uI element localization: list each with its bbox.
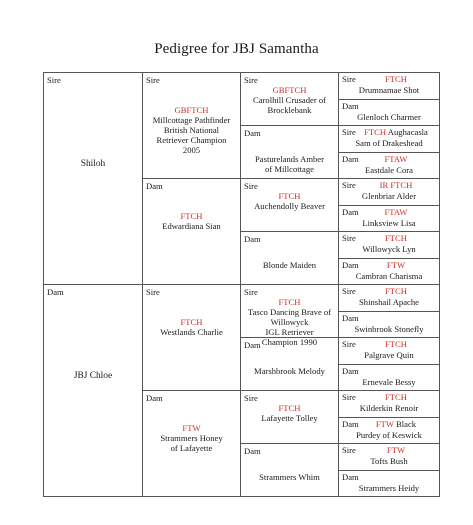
ancestor-title-line — [339, 207, 439, 217]
ancestor-name: Lafayette Tolley — [261, 413, 318, 423]
title-badge: GBFTCH — [272, 85, 307, 95]
ancestor-title-line — [339, 286, 439, 296]
sire-label: Sire — [342, 74, 356, 84]
ancestor-name: Brocklebank — [267, 105, 312, 115]
gen3-cell — [241, 391, 339, 444]
ancestor-name: Kilderkin Renoir — [359, 403, 419, 413]
gen4-cell — [339, 152, 440, 179]
gen2-cell — [143, 73, 241, 179]
gen4-cell — [339, 99, 440, 126]
ancestor-name: Purdey of Keswick — [356, 429, 422, 440]
ancestor-title-line — [339, 233, 439, 243]
gen4-cell — [339, 470, 440, 497]
dam-label: Dam — [342, 100, 359, 111]
sire-label: Sire — [146, 75, 160, 85]
ancestor-name: Retriever Champion — [156, 135, 227, 145]
ancestor-name: Strammers Honey — [160, 433, 223, 443]
ancestor-name: Cambran Charisma — [355, 270, 423, 281]
ancestor-name: Tofts Bush — [370, 456, 408, 466]
ancestor-name: Shiloh — [80, 159, 106, 169]
ancestor-name: 2005 — [182, 145, 201, 155]
ancestor-name: Black — [396, 418, 417, 429]
ancestor-name: Palgrave Quin — [364, 350, 414, 360]
dam-label: Dam — [146, 393, 163, 403]
ancestor-name: Willowyck — [270, 317, 309, 327]
ancestor-name: Strammers Whim — [259, 472, 320, 482]
title-badge: FTCH — [385, 233, 407, 243]
ancestor-entry — [241, 191, 338, 211]
title-badge: FTW — [375, 418, 394, 429]
sire-label: Sire — [342, 233, 356, 243]
title-badge: FTW — [386, 445, 406, 455]
sire-label: Sire — [342, 392, 356, 402]
gen2-cell — [143, 285, 241, 391]
ancestor-title-line — [339, 260, 439, 270]
ancestor-title-line — [339, 419, 439, 429]
ancestor-name: Millcottage Pathfinder — [152, 115, 231, 125]
ancestor-entry — [241, 85, 338, 115]
title-badge: GBFTCH — [174, 105, 209, 115]
ancestor-name: IGL Retriever — [265, 327, 314, 337]
ancestor-title-line — [339, 154, 439, 164]
ancestor-name: Linksview Lisa — [362, 217, 416, 228]
ancestor-name: Sam of Drakeshead — [355, 138, 423, 148]
ancestor-name: Marshbrook Melody — [254, 366, 325, 376]
dam-label: Dam — [244, 340, 261, 350]
sire-label: Sire — [244, 287, 258, 297]
title-badge: IR FTCH — [379, 180, 413, 190]
gen4-cell — [339, 311, 440, 338]
sire-label: Sire — [244, 181, 258, 191]
ancestor-entry — [241, 260, 338, 270]
dam-label: Dam — [342, 206, 359, 217]
gen4-cell — [339, 444, 440, 471]
gen3-cell — [241, 444, 339, 497]
ancestor-name: of Lafayette — [170, 443, 213, 453]
ancestor-title-line — [339, 74, 439, 84]
ancestor-name: Auchendolly Beaver — [254, 201, 325, 211]
title-badge: FTCH — [180, 317, 203, 327]
ancestor-name: Pasturelands Amber — [255, 154, 324, 164]
gen3-cell — [241, 338, 339, 391]
gen4-cell — [339, 364, 440, 391]
ancestor-entry — [143, 317, 240, 337]
gen4-cell — [339, 285, 440, 312]
dam-label: Dam — [342, 312, 359, 323]
title-badge: FTCH — [385, 392, 407, 402]
dam-label: Dam — [47, 287, 64, 297]
ancestor-entry — [241, 154, 338, 174]
pedigree-row — [44, 73, 440, 100]
dam-label: Dam — [244, 234, 261, 244]
ancestor-name: Eastdale Cora — [365, 164, 413, 175]
ancestor-title-line — [339, 127, 439, 137]
gen4-cell — [339, 126, 440, 153]
ancestor-name: Tasco Dancing Brave of — [247, 307, 332, 317]
gen4-cell — [339, 338, 440, 365]
dam-label: Dam — [146, 181, 163, 191]
ancestor-name: Drumnamae Shot — [358, 85, 420, 95]
ancestor-title-line — [339, 180, 439, 190]
title-badge: FTCH — [278, 191, 301, 201]
gen4-cell — [339, 258, 440, 285]
title-badge: FTW — [182, 423, 201, 433]
ancestor-name: Shinshail Apache — [359, 297, 419, 307]
title-badge: FTCH — [385, 339, 407, 349]
gen4-cell — [339, 73, 440, 100]
sire-label: Sire — [342, 180, 356, 190]
ancestor-name: Edwardiana Sian — [162, 221, 221, 231]
gen3-cell — [241, 179, 339, 232]
gen4-cell — [339, 417, 440, 444]
ancestor-name: Strammers Heidy — [358, 482, 420, 493]
sire-label: Sire — [146, 287, 160, 297]
title-badge: FTW — [386, 259, 406, 270]
ancestor-name: Ernevale Bessy — [362, 376, 416, 387]
ancestor-entry — [143, 211, 240, 231]
ancestor-name: Glenloch Charmer — [357, 111, 421, 122]
gen4-cell — [339, 205, 440, 232]
ancestor-entry — [241, 366, 338, 376]
title-badge: FTCH — [364, 127, 387, 137]
ancestor-name: JBJ Chloe — [73, 371, 113, 381]
sire-label: Sire — [244, 393, 258, 403]
gen2-cell — [143, 179, 241, 285]
dam-label: Dam — [342, 365, 359, 376]
gen2-cell — [143, 391, 241, 497]
title-badge: FTAW — [384, 206, 408, 217]
dam-label: Dam — [342, 153, 359, 164]
title-badge: FTCH — [385, 286, 407, 296]
pedigree-row — [44, 285, 440, 312]
sire-label: Sire — [342, 127, 356, 137]
gen3-cell — [241, 232, 339, 285]
sire-label: Sire — [342, 339, 356, 349]
ancestor-name: Westlands Charlie — [160, 327, 223, 337]
ancestor-name: Blonde Maiden — [262, 260, 317, 270]
page-title: Pedigree for JBJ Samantha — [154, 41, 319, 57]
ancestor-name: Willowyck Lyn — [362, 244, 416, 254]
dam-label: Dam — [342, 471, 359, 482]
sire-label: Sire — [342, 286, 356, 296]
ancestor-title-line — [339, 392, 439, 402]
gen3-cell — [241, 73, 339, 126]
sire-label: Sire — [47, 75, 61, 85]
ancestor-name: Glenbriar Alder — [361, 191, 417, 201]
title-badge: FTCH — [278, 403, 301, 413]
dam-label: Dam — [244, 128, 261, 138]
ancestor-name: of Millcottage — [265, 164, 314, 174]
ancestor-entry — [143, 423, 240, 453]
ancestor-entry — [143, 105, 240, 155]
ancestor-entry — [241, 403, 338, 423]
gen3-cell — [241, 126, 339, 179]
ancestor-entry — [241, 472, 338, 482]
pedigree-table — [43, 72, 440, 497]
ancestor-name: Champion 1990 — [261, 337, 318, 347]
title-badge: FTAW — [384, 153, 408, 164]
dam-label: Dam — [342, 418, 359, 429]
sire-label: Sire — [244, 75, 258, 85]
title-badge: FTCH — [385, 74, 407, 84]
ancestor-name: Swinbrook Stonefly — [354, 323, 424, 334]
sire-label: Sire — [342, 445, 356, 455]
gen4-cell — [339, 232, 440, 259]
ancestor-title-line — [339, 445, 439, 455]
ancestor-title-line — [339, 339, 439, 349]
ancestor-name: British National — [163, 125, 220, 135]
dam-label: Dam — [244, 446, 261, 456]
gen1-cell — [44, 285, 143, 497]
ancestor-name: Aughacasla — [387, 127, 428, 137]
gen1-cell — [44, 73, 143, 285]
ancestor-name: Carolhill Crusader of — [252, 95, 327, 105]
title-badge: FTCH — [278, 297, 301, 307]
gen4-cell — [339, 179, 440, 206]
dam-label: Dam — [342, 259, 359, 270]
gen4-cell — [339, 391, 440, 418]
title-badge: FTCH — [180, 211, 203, 221]
